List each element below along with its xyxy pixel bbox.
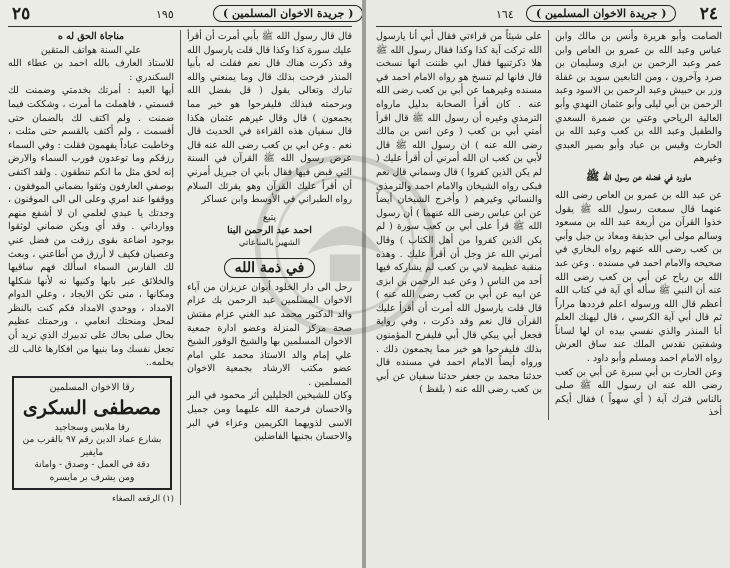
obituary-heading <box>187 258 352 278</box>
companions-paragraph: الصامت وأبو هريرة وأنس بن مالك وابن عباس وعبد الله بن عمرو بن العاص وابن عمر وعبد الرحمن بن ابزى وسليمان بن صرد وآخرون ، ومن التابعين سويد بن غفلة وزر بن حبيش وعبد الرحمن بن الاسود وعبد الرحمن بن أبي ليلى وأبو عثمان النهدي وأبو العالية الرياحي وعتي بن ضمرة السعدي والطفيل وعبد الله بن كعب وعبد الله بن الحارث وقيس بن عباد وأبو بصير العبدي وغيرهم <box>555 31 722 165</box>
right-hindi-page-number: ١٦٤ <box>496 8 514 21</box>
hadith-paragraph: على شيئاً من قراءتي فقال أبي أنا يارسول الله تركت آية كذا وكذا فقال رسول الله ﷺ هلا ذكرتنيها فقال ابي ظننت انها نسخت قال فانها لم تنسخ هو رواه الامام احمد في مسنده وغيرهما عن أبي بن كعب رضى الله عنه . كان أقرأ الصحابة بدليل مارواه الترمذي وغيره أن رسول الله ﷺ قال اقرأ أمتي أبي بن كعب ( وعن انس بن مالك رضى الله عنه ) ان رسول الله ﷺ قال لأبي بن كعب ان الله أمرني أن أقرأ عليك ( لم يكن الذين كفروا ) قال وسماني قال نعم فبكى رواه الشيخان والامام احمد والترمذي والنسائي وغيرهم ( وأخرج الشيخان أيضاً عن ابن عباس رضى الله عنهما ) أن رسول الله ﷺ قرأ على أبي بن كعب سورة ( لم يكن الذين كفروا من أهل الكتاب ) وقال أمرني الله عز وجل أن أقرأ عليك . وهذه منقبة عظيمة لابي بن كعب لم يشاركه فيها أحد من الناس ( وعن عبد الرحمن بن ابزى عن ابيه عن أبي بن كعب رضى الله عنه ) قال قلت يارسول الله أمرت أن أقرأ عليك القرآن قال نعم وقد ذكرت ، وفي رواية فجعل أبي يبكي قال أبي فليفرح المؤمنون بذلك فليفرحوا هو خير مما يجمعون ذلك . ورواه أيضاً الامام احمد في مسنده قال حدثنا محمد بن جعفر حدثنا سفيان عن أبي بن كعب رضى الله عنه ( بلفظ ) <box>376 31 542 396</box>
hadith-paragraph: قال قال رسول الله ﷺ بأبي أمرت أن أقرأ عليك سورة كذا وكذا قال قلت يارسول الله وقد ذكرت هناك قال نعم فقلت له بأبيا المنذر فرحت بذلك قال وما يمنعني والله تبارك وتعالى يقول ( قل بفضل الله وبرحمته فبذلك فليفرحوا هو خير مما يجمعون ) قال وقال غيرهم عثمان هكذا قال سفيان هذه القراءة في الحديث قال نعم . وعن ابي بن كعب رضى الله عنه قال عرض رسول الله ﷺ القرآن في السنة التي قبض فيها فقال بأبي ان جبريل أمرني أن أقرأ عليك القرآن وهو يقرئك السلام رواه الطبراني في الأوسط وابن عساكر <box>187 31 352 206</box>
ad-line: دقة في العمل - وصدق - وامانة <box>34 460 150 471</box>
tailor-advertisement <box>12 376 172 491</box>
hadith-paragraph: وعن الحارث بن أبي سبرة عن أبي بن كعب رضى الله عنه ان رسول الله ﷺ صلى بالناس فترك آية ( أي سهواً ) فقال أيكم أخذ <box>555 366 722 419</box>
obituary-paragraph: رحل الى دار الخلود أبوان عزيزان من آباء الاخوان المسلمين عبد الرحمن بك عزام والد الدكتور محمد عبد الغني عزام مفتش صحة مركز المنزلة وعضو ادارة جمعية الاخوان المسلمين بها والشيخ الوقور الشيخ علي إمام والد الاستاذ محمد علي امام عضو مكتب الارشاد بجمعية الاخوان المسلمين . <box>187 281 352 388</box>
left-page <box>0 0 362 568</box>
right-inner-column <box>376 30 548 420</box>
left-outer-column <box>8 30 180 505</box>
virtues-heading: ماورد في فضله عن رسول الله ﷺ <box>586 169 691 183</box>
left-page-header <box>8 4 352 26</box>
ad-line: ومن يشرف بر مايسره <box>49 472 135 483</box>
ad-line: رفا ملابس وسجاجيد <box>54 422 130 433</box>
header-rule <box>376 26 722 27</box>
footnote: (١) الرقعه الصغاء <box>112 494 174 505</box>
right-page-columns <box>376 30 722 420</box>
munajat-title: مناجاة الحق له ه <box>57 31 125 42</box>
author-note: الشهير بالساعاتي <box>238 237 301 248</box>
left-hindi-page-number: ١٩٥ <box>156 8 174 21</box>
continued-mark: يتبع <box>262 211 277 223</box>
obituary-title: في ذمة الله <box>224 258 316 278</box>
munajat-body: أيها العبد : أمرتك بخدمتي وضمنت لك قسمتي ، فاهملت ما أمرت ، وشككت فيما ضمنت . ولم اكتف لك بالضمان حتى أقسمت ، ولم أكتف بالقسم حتى مثلت ، وخاطبت عباداً يفهمون فقلت : وفي السماء رزقكم وما توعدون فورب السماء والارض إنه لحق مثل ما انكم تنطقون . ولقد اكتفى بوصفي العارفون وثقوا بضماني الموفقون ، ووقفوا عند امري وعلى الى الى الموقنون ، وجدتك يا عبدي لعلمي ان لا أشفع منهم ووارداتي . وقد أي ويكن ضماني لوثقوا بوجود اضاعة بقوى رزقت من فضل عني وعصيان فكيف لا أرزق من أطاعني ، وبعث لك الفارس السماء اسألك فهم ساقيها والخلائق عبر بابها وكنيها نه لأنها شكلها ومكانها ، منى تكن الايجاد ، وعلي الدوام الامداد ، ووحدي الامداد فكم كنت بالنظر لمحل ومنحتك انعامي ، ورحمتك عظيم بحال صلى بحاك على تدبيرك الذي تريد أن تجعل نفسك وما بنيها من افكارها غالب لك بحلمه.. <box>8 85 174 369</box>
left-inner-column <box>180 30 352 505</box>
left-masthead: ( جريدة الاخوان المسلمين ) <box>213 5 362 22</box>
left-page-number: ٢٥ <box>12 4 31 24</box>
munajat-author: للاستاذ العارف بالله احمد بن عطاء الله السكندري : <box>8 58 174 83</box>
ad-line: بشارع عماد الدين رقم ٩٧ بالقرب من مايفير <box>22 435 162 458</box>
right-masthead: ( جريدة الاخوان المسلمين ) <box>526 5 676 22</box>
right-outer-column <box>548 30 722 420</box>
right-page-number: ٢٤ <box>699 4 718 24</box>
ad-header: رقا الاخوان المسلمين <box>49 381 135 393</box>
right-page <box>366 0 730 568</box>
left-page-columns <box>8 30 352 505</box>
right-page-header <box>376 4 722 26</box>
hadith-paragraph: عن عبد الله بن عمرو بن العاص رضى الله عنهما قال سمعت رسول الله ﷺ يقول خذوا القرآن من أربعة عبد الله بن مسعود وسالم مولى أبي حذيفة ومعاذ بن جبل وأبي بن كعب رضى الله عنهم رواه البخاري في صحيحه والامام احمد في مسنده . وعن عبد الله بن رباح عن أبي بن كعب رضى الله عنه أن النبي ﷺ سأله أي آية في كتاب الله أعظم قال الله ورسوله اعلم فرددها مراراً ثم قال أبي آية الكرسي ، قال ليهنك العلم أبا المنذر والذي نفسي بيده ان لها لساناً وشفتين تقدس الملك عند ساق العرش رواه الامام احمد ومسلم وأبو داود . <box>555 189 722 365</box>
munajat-subtitle: علي السنة هواتف المتقين <box>40 44 142 56</box>
header-rule <box>8 26 352 27</box>
ad-name: مصطفى السكرى <box>22 396 162 419</box>
obituary-paragraph: وكان للشيخين الجليلين أثر محمود في البر والاحسان فرحمة الله عليهما ومن جميل الاسى لذويهما الكريمين وعزاء في البر والاحسان بجنيها الفاضلين <box>187 390 352 443</box>
author-name: احمد عبد الرحمن البنا <box>227 224 312 236</box>
